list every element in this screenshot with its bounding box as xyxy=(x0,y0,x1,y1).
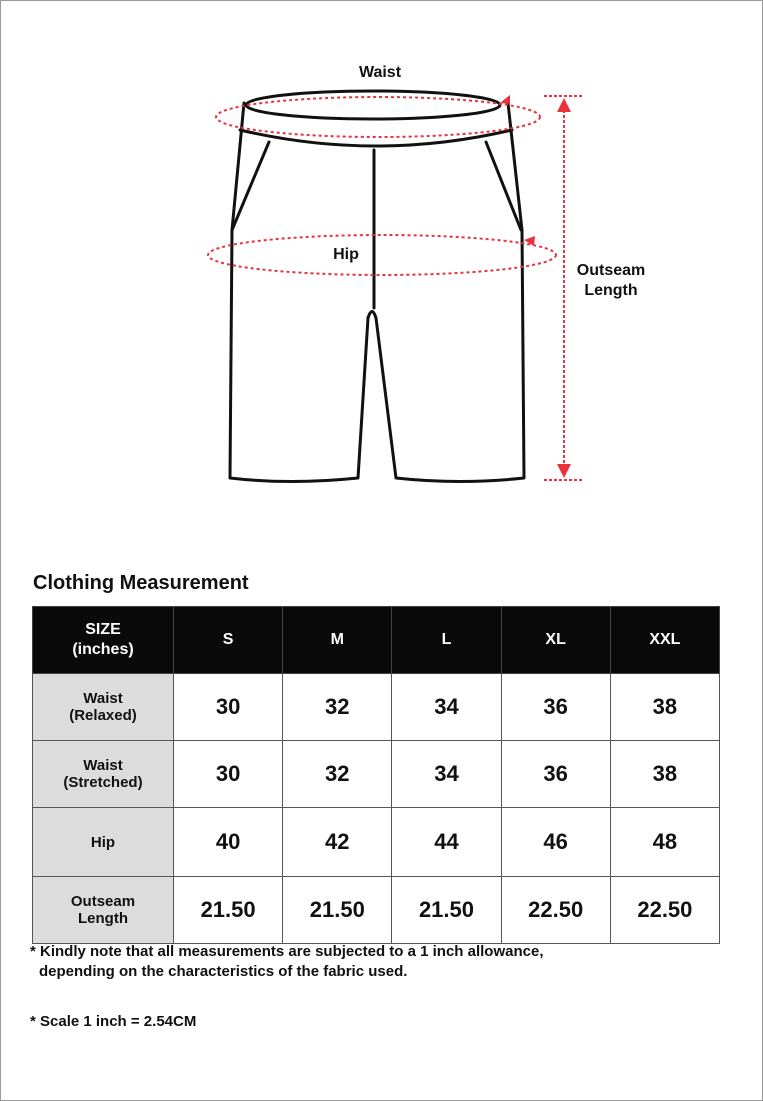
size-table xyxy=(32,606,720,944)
size-header: L xyxy=(392,607,501,674)
size-header: XL xyxy=(501,607,610,674)
row-header-line2: (Stretched) xyxy=(63,774,143,791)
size-header-row xyxy=(33,607,720,674)
waistband-top xyxy=(246,91,500,119)
row-header-line2: Length xyxy=(78,910,128,927)
table-cell: 22.50 xyxy=(610,877,719,944)
table-cell: 36 xyxy=(501,674,610,741)
row-header-line1: Hip xyxy=(90,833,116,851)
table-row xyxy=(33,674,720,741)
allowance-note xyxy=(30,942,730,982)
scale-note: * Scale 1 inch = 2.54CM xyxy=(30,1013,197,1030)
outseam-label xyxy=(566,261,656,301)
table-cell: 34 xyxy=(392,674,501,741)
corner-line2: (inches) xyxy=(72,641,134,658)
table-cell: 21.50 xyxy=(174,877,283,944)
table-cell: 32 xyxy=(283,674,392,741)
row-header-line1: Outseam xyxy=(70,893,136,910)
table-cell: 38 xyxy=(610,674,719,741)
table-cell: 36 xyxy=(501,741,610,808)
table-cell: 32 xyxy=(283,741,392,808)
table-cell: 40 xyxy=(174,808,283,877)
table-cell: 21.50 xyxy=(283,877,392,944)
shorts-diagram xyxy=(0,0,763,540)
corner-line1: SIZE xyxy=(85,621,121,638)
hip-measure-ring xyxy=(208,235,556,275)
outseam-label-line1: Outseam xyxy=(576,262,646,279)
table-cell: 38 xyxy=(610,741,719,808)
allowance-note-line2: depending on the characteristics of the fabric used. xyxy=(39,963,408,980)
size-header: S xyxy=(174,607,283,674)
table-cell: 22.50 xyxy=(501,877,610,944)
section-title: Clothing Measurement xyxy=(33,572,249,594)
table-cell: 30 xyxy=(174,741,283,808)
corner-header xyxy=(33,607,174,674)
size-header: XXL xyxy=(610,607,719,674)
waist-arrow-head xyxy=(500,95,510,104)
row-header-line1: Waist xyxy=(83,757,123,774)
table-row xyxy=(33,877,720,944)
table-cell: 46 xyxy=(501,808,610,877)
hip-label: Hip xyxy=(333,246,359,263)
row-header-line2: (Relaxed) xyxy=(69,707,137,724)
outseam-arrow-top xyxy=(557,98,571,112)
table-cell: 34 xyxy=(392,741,501,808)
outseam-label-line2: Length xyxy=(584,282,638,299)
size-header: M xyxy=(283,607,392,674)
table-row xyxy=(33,741,720,808)
table-cell: 42 xyxy=(283,808,392,877)
outseam-arrow-bottom xyxy=(557,464,571,478)
table-cell: 48 xyxy=(610,808,719,877)
table-row xyxy=(33,808,720,877)
table-cell: 21.50 xyxy=(392,877,501,944)
shorts-body-outline xyxy=(230,103,524,482)
row-header xyxy=(33,877,174,944)
row-header xyxy=(33,808,174,877)
row-header xyxy=(33,741,174,808)
allowance-note-line1: * Kindly note that all measurements are subjected to a 1 inch allowance, xyxy=(30,943,544,960)
table-cell: 30 xyxy=(174,674,283,741)
row-header xyxy=(33,674,174,741)
waist-label: Waist xyxy=(358,64,402,81)
table-cell: 44 xyxy=(392,808,501,877)
row-header-line1: Waist xyxy=(83,690,123,707)
